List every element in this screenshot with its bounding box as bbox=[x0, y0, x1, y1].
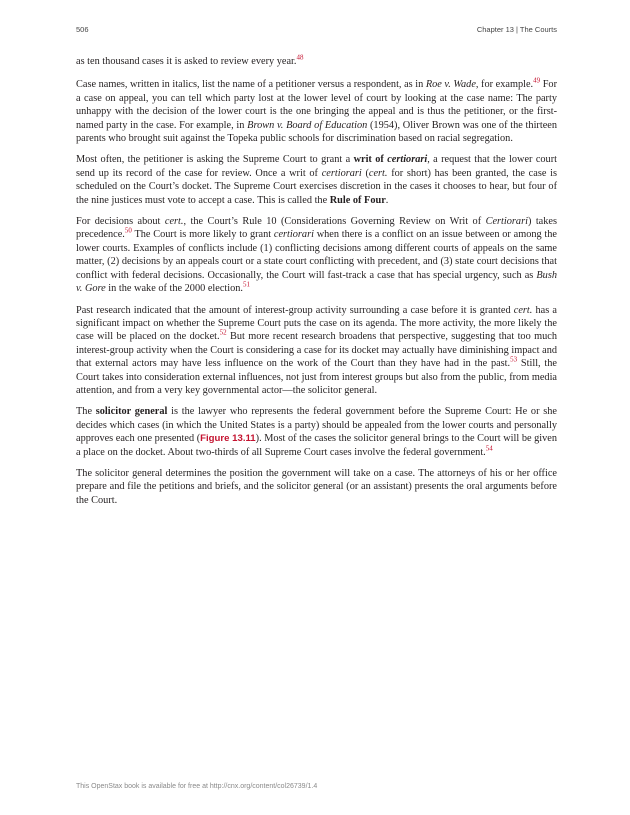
figure-13-11-link[interactable]: Figure 13.11 bbox=[200, 433, 256, 445]
key-term-writ-of-certiorari: writ of certiorari bbox=[353, 154, 428, 166]
footnote-54-link[interactable]: 54 bbox=[485, 444, 493, 453]
paragraph-solicitor-general: The solicitor general is the lawyer who represents the federal government before the Supreme Court: He or she decides which cases (in which the United States is a party) should be appealed from the lower courts and personally approves each one presented (Figure 13.11). Most of the cases the solicitor general brings to the Court will be given a place on the docket. About two-thirds of all Supreme Court cases involve the federal government.$^{54}$ bbox=[76, 406, 558, 458]
paragraph-case-names: Case names, written in italics, list the name of a petitioner versus a respondent, as in Roe v. Wade, for example.$^{49}$ For a case on appeal, you can tell which party lost at the lower level of court by looking at the case name: The party unhappy with the decision of the lower court is the one bringing the appeal and is thus the petitioner, or the first-named party in the case. For example, in Brown v. Board of Education (1954), Oliver Brown was one of the thirteen parents who brought suit against the Topeka public schools for discrimination based on racial segregation. bbox=[76, 76, 558, 145]
footnote-53-link[interactable]: 53 bbox=[510, 355, 518, 364]
key-term-solicitor-general: solicitor general bbox=[95, 406, 168, 418]
case-name-roe-v-wade: Roe v. Wade bbox=[425, 79, 476, 91]
footnote-51-link[interactable]: 51 bbox=[242, 280, 250, 289]
paragraph-interest-groups: Past research indicated that the amount of interest-group activity surrounding a case before it is granted cert. has a significant impact on whether the Supreme Court puts the case on its agenda. The more activity, the more likely the case will be placed on the docket.$^{52}$ But more recent research broadens that perspective, suggesting that too much interest-group activity when the Court is considering a case for its docket may actually have diminishing impact and that external actors may have less influence on the work of the Court than they have had in the past.$^{53}$ Still, the Court takes into consideration external influences, not just from interest groups but also from the public, from media attention, and from a very key governmental actor—the solicitor general. bbox=[76, 304, 557, 396]
chapter-title: Chapter 13 | The Courts bbox=[476, 25, 557, 34]
key-term-rule-of-four: Rule of Four bbox=[329, 194, 386, 206]
case-name-bush-v-gore: Bush v. Gore bbox=[76, 269, 557, 295]
paragraph-solicitor-role: The solicitor general determines the position the government will take on a case. The attorneys of his or her office prepare and file the petitions and briefs, and the solicitor general (or an assistant) presents the oral arguments before the Court. bbox=[76, 467, 557, 506]
paragraph-rule-10: For decisions about cert., the Court’s Rule 10 (Considerations Governing Review on Writ of Certiorari) takes precedence.$^{50}$ The Court is more likely to grant certiorari when there is a conflict on an issue between or among the lower courts. Examples of conflicts include (1) conflicting decisions among different courts of appeals on the same matter, (2) decisions by an appeals court or a state court conflicting with precedent, and (3) state court decisions that conflict with federal decisions. Occasionally, the Court will fast-track a case that has special urgency, such as Bush v. Gore in the wake of the 2000 election.$^{51}$ bbox=[76, 216, 557, 295]
footnote-50-link[interactable]: 50 bbox=[124, 227, 132, 236]
footnote-49-link[interactable]: 49 bbox=[533, 76, 541, 85]
case-name-brown-v-board: Brown v. Board of Education bbox=[247, 119, 368, 131]
footnote-52-link[interactable]: 52 bbox=[219, 328, 227, 337]
page-number: 506 bbox=[76, 25, 89, 34]
footnote-48-link[interactable]: 48 bbox=[296, 53, 304, 62]
paragraph-writ-of-certiorari: Most often, the petitioner is asking the Supreme Court to grant a writ of certiorari, a request that the lower court send up its record of the case for review. Once a writ of certiorari (cert. for short) has been granted, the case is scheduled on the Court’s docket. The Supreme Court exercises discretion in the cases it chooses to hear, but four of the nine justices must vote to accept a case. This is called the Rule of Four. bbox=[76, 154, 557, 206]
page-footer: This OpenStax book is available for free at http://cnx.org/content/col26739/1.4 bbox=[76, 783, 318, 790]
paragraph-1: as ten thousand cases it is asked to review every year.$^{48}$ bbox=[76, 53, 304, 67]
main-content bbox=[76, 55, 557, 515]
